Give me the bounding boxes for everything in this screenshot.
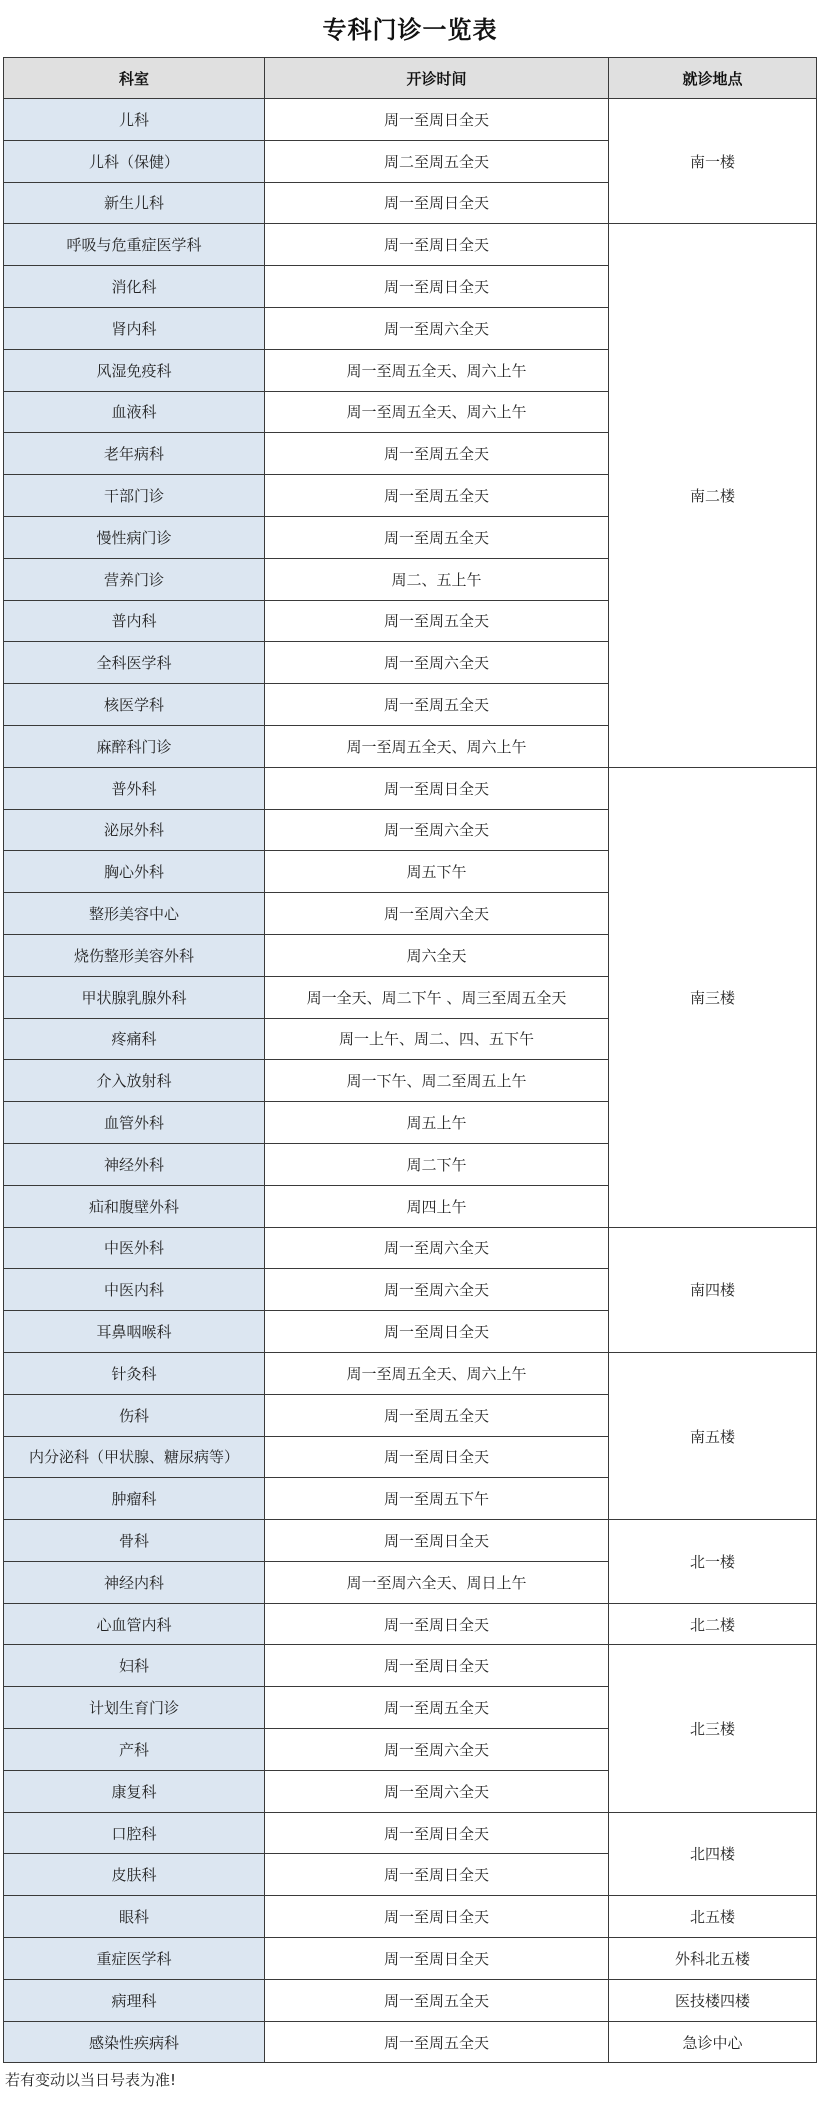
table-row bbox=[4, 99, 817, 141]
hours-cell: 周一至周五全天 bbox=[265, 1394, 609, 1436]
department-cell: 甲状腺乳腺外科 bbox=[4, 976, 265, 1018]
department-cell: 疝和腹壁外科 bbox=[4, 1185, 265, 1227]
department-cell: 普内科 bbox=[4, 600, 265, 642]
table-row bbox=[4, 224, 817, 266]
hours-cell: 周一至周五全天 bbox=[265, 475, 609, 517]
location-cell: 外科北五楼 bbox=[609, 1938, 817, 1980]
department-cell: 新生儿科 bbox=[4, 182, 265, 224]
hours-cell: 周一至周日全天 bbox=[265, 182, 609, 224]
location-cell: 北二楼 bbox=[609, 1603, 817, 1645]
location-cell: 南五楼 bbox=[609, 1352, 817, 1519]
footnote: 若有变动以当日号表为准! bbox=[5, 2071, 177, 2089]
location-cell: 北五楼 bbox=[609, 1896, 817, 1938]
location-cell: 南二楼 bbox=[609, 224, 817, 767]
hours-cell: 周一至周五全天、周六上午 bbox=[265, 391, 609, 433]
department-cell: 全科医学科 bbox=[4, 642, 265, 684]
table-body bbox=[4, 99, 817, 2063]
hours-cell: 周一至周五全天 bbox=[265, 600, 609, 642]
department-cell: 重症医学科 bbox=[4, 1938, 265, 1980]
hours-cell: 周一至周六全天 bbox=[265, 307, 609, 349]
department-cell: 病理科 bbox=[4, 1979, 265, 2021]
hours-cell: 周一至周六全天 bbox=[265, 1227, 609, 1269]
department-cell: 皮肤科 bbox=[4, 1854, 265, 1896]
department-cell: 儿科（保健） bbox=[4, 140, 265, 182]
location-cell: 医技楼四楼 bbox=[609, 1979, 817, 2021]
table-row bbox=[4, 1603, 817, 1645]
department-cell: 肿瘤科 bbox=[4, 1478, 265, 1520]
hours-cell: 周一至周五下午 bbox=[265, 1478, 609, 1520]
hours-cell: 周一至周日全天 bbox=[265, 1603, 609, 1645]
hours-cell: 周一至周五全天 bbox=[265, 516, 609, 558]
department-cell: 神经内科 bbox=[4, 1561, 265, 1603]
table-row bbox=[4, 1979, 817, 2021]
hours-cell: 周一至周五全天、周六上午 bbox=[265, 1352, 609, 1394]
table-row bbox=[4, 1938, 817, 1980]
hours-cell: 周一至周五全天、周六上午 bbox=[265, 725, 609, 767]
department-cell: 骨科 bbox=[4, 1520, 265, 1562]
location-cell: 北三楼 bbox=[609, 1645, 817, 1812]
department-cell: 介入放射科 bbox=[4, 1060, 265, 1102]
location-cell: 北一楼 bbox=[609, 1520, 817, 1604]
department-cell: 中医外科 bbox=[4, 1227, 265, 1269]
hours-cell: 周一至周六全天 bbox=[265, 809, 609, 851]
hours-cell: 周一至周六全天 bbox=[265, 1770, 609, 1812]
department-cell: 感染性疾病科 bbox=[4, 2021, 265, 2063]
department-cell: 神经外科 bbox=[4, 1143, 265, 1185]
hours-cell: 周四上午 bbox=[265, 1185, 609, 1227]
department-cell: 整形美容中心 bbox=[4, 893, 265, 935]
hours-cell: 周一至周日全天 bbox=[265, 1520, 609, 1562]
department-cell: 血管外科 bbox=[4, 1102, 265, 1144]
location-cell: 南三楼 bbox=[609, 767, 817, 1227]
department-cell: 口腔科 bbox=[4, 1812, 265, 1854]
department-cell: 计划生育门诊 bbox=[4, 1687, 265, 1729]
department-cell: 血液科 bbox=[4, 391, 265, 433]
hours-cell: 周六全天 bbox=[265, 934, 609, 976]
hours-cell: 周二下午 bbox=[265, 1143, 609, 1185]
hours-cell: 周一至周六全天、周日上午 bbox=[265, 1561, 609, 1603]
hours-cell: 周一至周五全天、周六上午 bbox=[265, 349, 609, 391]
department-cell: 心血管内科 bbox=[4, 1603, 265, 1645]
hours-cell: 周一至周六全天 bbox=[265, 642, 609, 684]
department-cell: 呼吸与危重症医学科 bbox=[4, 224, 265, 266]
department-cell: 胸心外科 bbox=[4, 851, 265, 893]
hours-cell: 周一至周日全天 bbox=[265, 1645, 609, 1687]
department-cell: 慢性病门诊 bbox=[4, 516, 265, 558]
hours-cell: 周一上午、周二、四、五下午 bbox=[265, 1018, 609, 1060]
header-row bbox=[4, 58, 817, 99]
department-cell: 风湿免疫科 bbox=[4, 349, 265, 391]
department-cell: 干部门诊 bbox=[4, 475, 265, 517]
department-cell: 耳鼻咽喉科 bbox=[4, 1311, 265, 1353]
hours-cell: 周一至周日全天 bbox=[265, 1854, 609, 1896]
department-cell: 康复科 bbox=[4, 1770, 265, 1812]
hours-cell: 周一至周五全天 bbox=[265, 1687, 609, 1729]
department-cell: 营养门诊 bbox=[4, 558, 265, 600]
hours-cell: 周一至周日全天 bbox=[265, 1812, 609, 1854]
header-hours: 开诊时间 bbox=[265, 58, 609, 99]
department-cell: 烧伤整形美容外科 bbox=[4, 934, 265, 976]
hours-cell: 周一至周五全天 bbox=[265, 433, 609, 475]
department-cell: 泌尿外科 bbox=[4, 809, 265, 851]
hours-cell: 周一至周日全天 bbox=[265, 1311, 609, 1353]
department-cell: 老年病科 bbox=[4, 433, 265, 475]
department-cell: 儿科 bbox=[4, 99, 265, 141]
table-header bbox=[4, 58, 817, 99]
department-cell: 眼科 bbox=[4, 1896, 265, 1938]
location-cell: 急诊中心 bbox=[609, 2021, 817, 2063]
department-cell: 内分泌科（甲状腺、糖尿病等） bbox=[4, 1436, 265, 1478]
hours-cell: 周五上午 bbox=[265, 1102, 609, 1144]
department-cell: 伤科 bbox=[4, 1394, 265, 1436]
hours-cell: 周一至周日全天 bbox=[265, 1938, 609, 1980]
hours-cell: 周二、五上午 bbox=[265, 558, 609, 600]
hours-cell: 周一至周五全天 bbox=[265, 2021, 609, 2063]
department-cell: 中医内科 bbox=[4, 1269, 265, 1311]
hours-cell: 周一至周日全天 bbox=[265, 1436, 609, 1478]
hours-cell: 周一至周日全天 bbox=[265, 99, 609, 141]
department-cell: 普外科 bbox=[4, 767, 265, 809]
hours-cell: 周二至周五全天 bbox=[265, 140, 609, 182]
hours-cell: 周一至周日全天 bbox=[265, 1896, 609, 1938]
department-cell: 核医学科 bbox=[4, 684, 265, 726]
department-cell: 肾内科 bbox=[4, 307, 265, 349]
hours-cell: 周一至周六全天 bbox=[265, 1729, 609, 1771]
table-row bbox=[4, 2021, 817, 2063]
department-cell: 产科 bbox=[4, 1729, 265, 1771]
hours-cell: 周一至周六全天 bbox=[265, 893, 609, 935]
location-cell: 南四楼 bbox=[609, 1227, 817, 1352]
department-cell: 消化科 bbox=[4, 266, 265, 308]
hours-cell: 周一至周日全天 bbox=[265, 224, 609, 266]
department-cell: 疼痛科 bbox=[4, 1018, 265, 1060]
department-cell: 针灸科 bbox=[4, 1352, 265, 1394]
department-cell: 妇科 bbox=[4, 1645, 265, 1687]
hours-cell: 周一至周五全天 bbox=[265, 684, 609, 726]
hours-cell: 周一至周六全天 bbox=[265, 1269, 609, 1311]
clinic-schedule-table bbox=[3, 57, 817, 2063]
header-location: 就诊地点 bbox=[609, 58, 817, 99]
hours-cell: 周一至周五全天 bbox=[265, 1979, 609, 2021]
location-cell: 南一楼 bbox=[609, 99, 817, 224]
table-row bbox=[4, 1896, 817, 1938]
hours-cell: 周一全天、周二下午 、周三至周五全天 bbox=[265, 976, 609, 1018]
table-row bbox=[4, 1352, 817, 1394]
table-row bbox=[4, 1645, 817, 1687]
hours-cell: 周五下午 bbox=[265, 851, 609, 893]
hours-cell: 周一下午、周二至周五上午 bbox=[265, 1060, 609, 1102]
table-row bbox=[4, 1812, 817, 1854]
page-title: 专科门诊一览表 bbox=[322, 16, 498, 44]
department-cell: 麻醉科门诊 bbox=[4, 725, 265, 767]
hours-cell: 周一至周日全天 bbox=[265, 266, 609, 308]
table-row bbox=[4, 1520, 817, 1562]
table-row bbox=[4, 1227, 817, 1269]
table-row bbox=[4, 767, 817, 809]
hours-cell: 周一至周日全天 bbox=[265, 767, 609, 809]
header-department: 科室 bbox=[4, 58, 265, 99]
location-cell: 北四楼 bbox=[609, 1812, 817, 1896]
